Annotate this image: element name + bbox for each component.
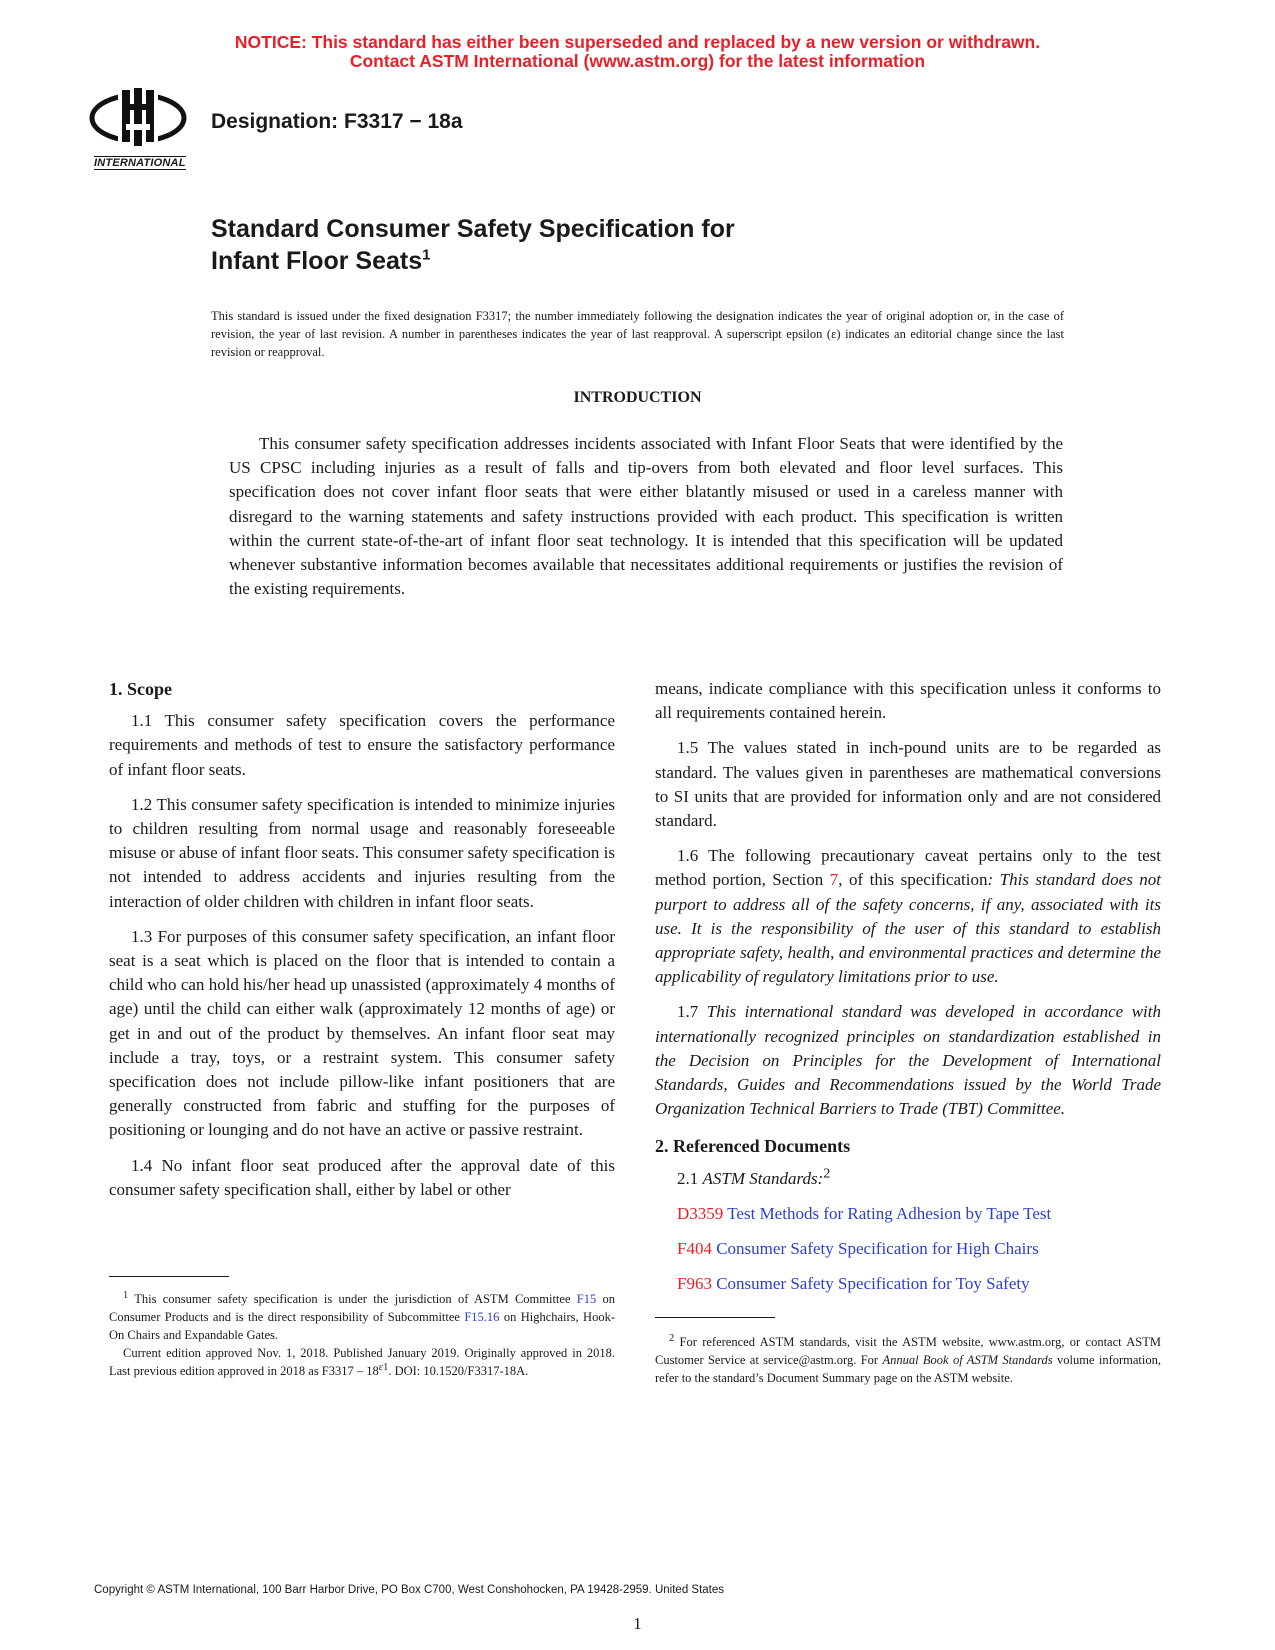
- paragraph-2-1-number: 2.1: [677, 1168, 703, 1188]
- paragraph-1-1: 1.1 This consumer safety specification covers the performance requirements and methods of test to ensure the satisfactory performance of infant floor seats.: [109, 711, 615, 779]
- committee-f15-link[interactable]: F15: [576, 1292, 597, 1306]
- section-7-link[interactable]: 7: [829, 870, 839, 890]
- paragraph-1-6-text: 1.6 The following precautionary caveat pertains only to the test method portion, Section: [655, 846, 1161, 890]
- footnote-2: [655, 1333, 1161, 1387]
- paragraph-1-6: [655, 844, 1161, 989]
- designation: Designation: F3317 − 18a: [211, 110, 463, 133]
- paragraph-1-6-text-b: , of this specification: [838, 870, 988, 890]
- subcommittee-f15-16-link[interactable]: F15.16: [464, 1310, 500, 1324]
- reference-item[interactable]: [655, 1202, 1161, 1226]
- copyright-notice: Copyright © ASTM International, 100 Barr Harbor Drive, PO Box C700, West Conshohocken, PA 19428-2959. United States: [94, 1584, 725, 1596]
- paragraph-1-7-number: 1.7: [677, 1002, 707, 1022]
- section-2-heading: 2. Referenced Documents: [655, 1136, 851, 1157]
- footnote-1-edition: [109, 1344, 615, 1380]
- footnote-1-mark: 1: [123, 1289, 129, 1301]
- introduction-heading: INTRODUCTION: [573, 389, 702, 406]
- footnote-2-text-a: For referenced ASTM standards, visit the ASTM website, www.astm.org, or contact ASTM Customer Service at service@astm.org. For: [655, 1335, 1161, 1367]
- paragraph-1-4: 1.4 No infant floor seat produced after the approval date of this consumer safety specification shall, either by label or other: [109, 1155, 615, 1199]
- reference-code[interactable]: F404: [677, 1239, 712, 1259]
- footnote-2-text-b: volume information, refer to the standard’s Document Summary page on the ASTM website.: [655, 1353, 1161, 1385]
- introduction-text: This consumer safety specification addresses incidents associated with Infant Floor Seats that were identified by the US CPSC including injuries as a result of falls and tip-overs from both elevated and floor level surfaces. This specification does not cover infant floor seats that were either blatantly misused or used in a careless manner with disregard to the warning statements and safety instructions provided with each product. This specification is written within the current state-of-the-art of infant floor seat technology. It is intended that this specification will be updated whenever substantive information becomes available that necessitates additional requirements or justifies the revision of the existing requirements.: [229, 434, 1063, 599]
- reference-item[interactable]: [655, 1237, 1161, 1261]
- notice-line-1: NOTICE: This standard has either been superseded and replaced by a new version or withdrawn.: [234, 32, 1041, 52]
- title-line-1: Standard Consumer Safety Specification for: [211, 215, 735, 243]
- title-footnote-mark: 1: [422, 246, 431, 264]
- paragraph-1-4-continued: means, indicate compliance with this specification unless it conforms to all requirements contained herein.: [655, 679, 1161, 723]
- annual-book-title: Annual Book of ASTM Standards: [882, 1353, 1053, 1367]
- footnote-1: [109, 1290, 615, 1380]
- notice-line-2: Contact ASTM International (www.astm.org) for the latest information: [349, 51, 926, 71]
- reference-title[interactable]: Consumer Safety Specification for High Chairs: [716, 1239, 1039, 1259]
- document-title: [211, 213, 735, 277]
- footnote-divider: [655, 1317, 775, 1318]
- left-column: [109, 677, 615, 1213]
- paragraph-1-7: [655, 1000, 1161, 1121]
- reference-title[interactable]: Test Methods for Rating Adhesion by Tape Test: [727, 1203, 1052, 1223]
- reference-code[interactable]: D3359: [677, 1203, 724, 1223]
- footnote-divider: [109, 1276, 229, 1277]
- footnote-1-text-b: on Consumer Products and is the direct responsibility of Subcommittee: [109, 1292, 616, 1324]
- page-number: 1: [633, 1614, 642, 1633]
- footnote-2-mark-lower: 2: [669, 1332, 675, 1344]
- supersession-notice: [0, 33, 1275, 71]
- footnote-2-text: [655, 1333, 1161, 1387]
- paragraph-1-2: 1.2 This consumer safety specification is intended to minimize injuries to children resulting from normal usage and reasonably foreseeable misuse or abuse of infant floor seats. This consumer safety specification is not intended to address accidents and injuries resulting from the interaction of older children with children in infant floor seats.: [109, 794, 615, 911]
- title-line-2-text: Infant Floor Seats: [211, 247, 423, 275]
- footnote-1-doi: . DOI: 10.1520/F3317-18A.: [388, 1364, 529, 1378]
- paragraph-1-3: 1.3 For purposes of this consumer safety specification, an infant floor seat is a seat which is placed on the floor that is intended to contain a child who can hold his/her head up unassisted (approximately 4 months of age) until the child can either walk (approximately 12 months of age) or get in and out of the product by themselves. An infant floor seat may include a tray, toys, or a restraint system. This consumer safety specification does not include pillow-like infant positioners that are generally constructed from fabric and stuffing for the purposes of positioning or lounging and do not have an active or passive restraint.: [109, 926, 615, 1140]
- astm-standards-label: ASTM Standards:: [702, 1168, 824, 1188]
- epsilon-superscript: ε1: [378, 1361, 389, 1373]
- logo-text: INTERNATIONAL: [94, 157, 186, 169]
- reference-title[interactable]: Consumer Safety Specification for Toy Safety: [716, 1274, 1030, 1294]
- preamble: This standard is issued under the fixed designation F3317; the number immediately following the designation indicates the year of original adoption or, in the case of revision, the year of last revision. A number in parentheses indicates the year of last reapproval. A superscript epsilon (ε) indicates an editorial change since the last revision or reapproval.: [211, 309, 1064, 359]
- footnote-1-text-a: This consumer safety specification is under the jurisdiction of ASTM Committee: [128, 1292, 577, 1306]
- footnote-1-jurisdiction: [109, 1290, 615, 1344]
- footnote-2-mark: 2: [823, 1165, 831, 1181]
- paragraph-2-1: [655, 1167, 1161, 1191]
- astm-logo: [88, 80, 200, 180]
- paragraph-1-5: 1.5 The values stated in inch-pound units are to be regarded as standard. The values given in parentheses are mathematical conversions to SI units that are provided for information only and are not considered standard.: [655, 738, 1161, 831]
- paragraph-1-6-caveat: : This standard does not purport to address all of the safety concerns, if any, associated with its use. It is the responsibility of the user of this standard to establish appropriate safety, health, and environmental practices and determine the applicability of regulatory limitations prior to use.: [655, 870, 1162, 987]
- right-column: [655, 677, 1161, 1307]
- reference-code[interactable]: F963: [677, 1274, 712, 1294]
- title-line-2: [211, 245, 735, 277]
- footnote-1-edition-text: Current edition approved Nov. 1, 2018. Published January 2019. Originally approved in 2018. Last previous edition approved in 2018 as F3317 – 18: [109, 1346, 615, 1378]
- section-1-heading: 1. Scope: [109, 679, 172, 699]
- paragraph-1-7-text: This international standard was developed in accordance with internationally recognized principles on standardization established in the Decision on Principles for the Development of International Standards, Guides and Recommendations issued by the World Trade Organization Technical Barriers to Trade (TBT) Committee.: [655, 1002, 1161, 1119]
- footnote-1-text-c: on Highchairs, Hook-On Chairs and Expandable Gates.: [109, 1310, 615, 1342]
- reference-item[interactable]: [655, 1272, 1161, 1296]
